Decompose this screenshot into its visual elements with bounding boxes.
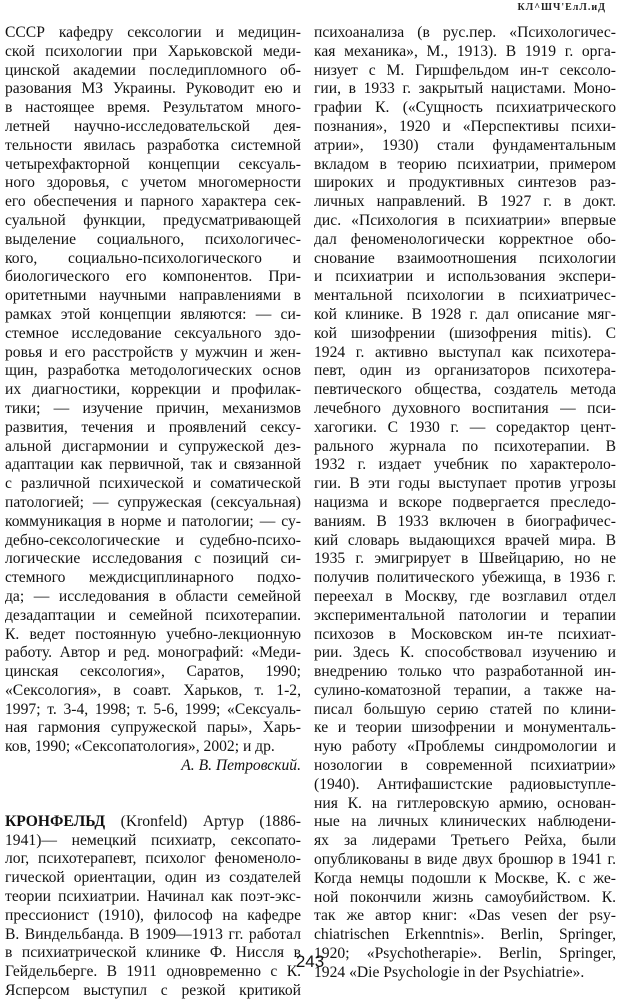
text-line: ного здоровья, с учетом многомерности (5, 174, 301, 192)
text-line: биологического его компонентов. При- (5, 268, 301, 286)
text-line: 1920; «Psychotherapie». Berlin, Springer, (314, 945, 616, 963)
text-line: «Сексология», в соавт. Харьков, т. 1-2, (5, 681, 301, 699)
text-line: с различной психической и соматической (5, 475, 301, 493)
text-line: хагогики. С 1930 г. — соредактор цент- (314, 418, 616, 436)
text-line: гии. В эти годы выступает против угрозы (314, 475, 616, 493)
running-head: КЛ^ШЧ'ЕлЛ.иД (517, 2, 606, 13)
text-line: широких и продуктивных синтезов раз- (314, 174, 616, 192)
text-line: оритетными научными направлениями в (5, 287, 301, 305)
text-line: 1924 г. активно выступал как психотера- (314, 343, 616, 361)
text-line: логические исследования с позиций си- (5, 550, 301, 568)
text-line: тельности явилась разработка системной (5, 136, 301, 154)
text-line: кой шизофрении (шизофрения mitis). С (314, 324, 616, 342)
text-line: кий словарь выдающихся врачей мира. В (314, 531, 616, 549)
text-line: так же автор книг: «Das vesen der psy- (314, 907, 616, 925)
author-signature: А. В. Петровский. (181, 757, 301, 775)
text-line: работу. Автор и ред. монографий: «Меди- (5, 644, 301, 662)
text-line: щин, разработка методологических основ (5, 362, 301, 380)
text-line: четырехфакторной концепции сексуаль- (5, 155, 301, 173)
text-line: 1932 г. издает учебник по характероло- (314, 456, 616, 474)
entry-continuation-text (5, 24, 301, 757)
text-line: Когда немцы подошли к Москве, К. с же- (314, 869, 616, 887)
text-line: познания», 1920 и «Перспективы психи- (314, 117, 616, 135)
text-line: вкладом в теорию психиатрии, примером (314, 155, 616, 173)
text-line: chiatrischen Erkenntnis». Berlin, Springer, (314, 926, 616, 944)
text-line: цинская сексология», Саратов, 1990; (5, 663, 301, 681)
text-line: атрии», 1930) стали фундаментальным (314, 136, 616, 154)
text-line: разования МЗ Украины. Руководит ею и (5, 80, 301, 98)
text-line: развития, течения и проявлений сексу- (5, 418, 301, 436)
text-line: гии, в 1933 г. закрытый нацистами. Моно- (314, 80, 616, 98)
text-line: дезадаптации и семейной психотерапии. (5, 606, 301, 624)
text-line: нозологии в современной психиатрии» (314, 757, 616, 775)
text-line: получив политического убежища, в 1936 г. (314, 569, 616, 587)
text-line: в психиатрической клинике Ф. Ниссля в (5, 944, 301, 962)
text-line: графии К. («Сущность психиатрического (314, 99, 616, 117)
text-line: их диагностики, коррекции и профилак- (5, 381, 301, 399)
text-line: переехал в Москву, где возглавил отдел (314, 587, 616, 605)
text-line: кая механика», М., 1913). В 1919 г. орга- (314, 42, 616, 60)
text-line: рии. Здесь К. способствовал изучению и (314, 644, 616, 662)
text-line: снование взаимоотношения психологии (314, 249, 616, 267)
text-line: певтического общества, создатель метода (314, 381, 616, 399)
text-line: Гейдельберге. В 1911 одновременно с К. (5, 963, 301, 981)
entry-headword: КРОНФЕЛЬД (5, 812, 106, 830)
text-line: 1935 г. эмигрирует в Швейцарию, но не (314, 550, 616, 568)
text-line: нацизма и вскоре подвергается преследо- (314, 493, 616, 511)
text-line: СССР кафедру сексологии и медицин- (5, 24, 301, 41)
text-line: дис. «Психология в психиатрии» впервые (314, 211, 616, 229)
text-line: гической ориентации, один из создателей (5, 869, 301, 887)
text-line: личных направлений. В 1927 г. в докт. (314, 193, 616, 211)
text-line: опубликованы в виде двух брошюр в 1941 г. (314, 851, 616, 869)
text-line: дал феноменологически корректное обо- (314, 230, 616, 248)
text-line: теории психиатрии. Начинал как поэт-экс- (5, 888, 301, 906)
text-line: К. ведет постоянную учебно-лекционную (5, 625, 301, 643)
text-line: Ясперсом выступил с резкой критикой (5, 982, 301, 1000)
text-line: низует с М. Гиршфельдом ин-т сексоло- (314, 61, 616, 79)
text-line: да; — исследования в области семейной (5, 587, 301, 605)
text-line: ровья и его расстройств у мужчин и жен- (5, 343, 301, 361)
right-column (314, 24, 616, 983)
text-line: ях за лидерами Третьего Рейха, были (314, 832, 616, 850)
text-line: певт, один из организаторов психотера- (314, 362, 616, 380)
text-line: психозов в Московском ин-те психиат- (314, 625, 616, 643)
entry-first-line (5, 813, 301, 832)
text-line: ная гармония супружеской пары», Харь- (5, 719, 301, 737)
text-line: ментальной психологии в психиатричес- (314, 287, 616, 305)
text-line: писал большую серию статей по клини- (314, 700, 616, 718)
text-line: прессионист (1910), философ на кафедре (5, 906, 301, 924)
text-line: стемного междисциплинарного подхо- (5, 569, 301, 587)
text-line: психоанализа (в рус.пер. «Психологичес- (314, 24, 616, 41)
text-line: 1941)— немецкий психиатр, сексопато- (5, 831, 301, 849)
text-line: ные на личных клинических наблюдени- (314, 813, 616, 831)
text-line: дебно-сексологические и судебно-психо- (5, 531, 301, 549)
text-line: летней научно-исследовательской дея- (5, 117, 301, 135)
text-line: В. Виндельбанда. В 1909—1913 гг. работал (5, 925, 301, 943)
text-line: ке и теории шизофрении и монументаль- (314, 719, 616, 737)
text-line: адаптации как первичной, так и связанной (5, 456, 301, 474)
text-line: патологией; — супружеская (сексуальная) (5, 493, 301, 511)
text-line: и психиатрии и использования экспери- (314, 268, 616, 286)
text-line: ной покончили жизнь самоубийством. К. (314, 888, 616, 906)
entry-body-text-continued (314, 24, 616, 983)
text-line: ской психологии при Харьковской меди- (5, 42, 301, 60)
text-line: экспериментальной патологии и терапии (314, 606, 616, 624)
text-line: кого, социально-психологического и (5, 249, 301, 267)
text-line: ную работу «Проблемы синдромологии и (314, 738, 616, 756)
text-line: суальной функции, предусматривающей (5, 211, 301, 229)
text-line: 1924 «Die Psychologie in der Psychiatrie». (314, 963, 585, 981)
text-line: стемное исследование сексуального здо- (5, 324, 301, 342)
text-line: выделение социального, психологичес- (5, 230, 301, 248)
text-line: коммуникация в норме и патологии; — су- (5, 512, 301, 530)
text-line: рального журнала по психотерапии. В (314, 437, 616, 455)
text-line: лечебного духовного воспитания — пси- (314, 399, 616, 417)
text-line: его обеспечения и парного характера сек- (5, 193, 301, 211)
text-line: в настоящее время. Результатом много- (5, 99, 301, 117)
text-line: рамках этой концепции являются: — си- (5, 305, 301, 323)
left-column (5, 24, 301, 1001)
text-line: ния К. на гитлеровскую армию, основан- (314, 794, 616, 812)
text-line: ков, 1990; «Сексопатология», 2002; и др. (5, 738, 275, 756)
entry-first-line-text: (Kronfeld) Артур (1886- (105, 812, 301, 830)
text-line: сулино-коматозной терапии, а также на- (314, 681, 616, 699)
entry-body-text (5, 832, 301, 1001)
text-line: ваниям. В 1933 включен в биографичес- (314, 512, 616, 530)
text-line: внедрению только что разработанной ин- (314, 663, 616, 681)
text-line: лог, психотерапевт, психолог феноменоло- (5, 850, 301, 868)
text-line: цинской академии последипломного об- (5, 61, 301, 79)
text-line: альной дисгармонии и супружеской дез- (5, 437, 301, 455)
page-number: 243 (295, 952, 325, 971)
text-line: (1940). Антифашистские радиовыступле- (314, 775, 616, 793)
text-line: тики; — изучение причин, механизмов (5, 399, 301, 417)
text-line: 1997; т. 3-4, 1998; т. 5-6, 1999; «Сексуаль- (5, 700, 301, 718)
entry-separator (5, 776, 301, 813)
text-line: кой клинике. В 1928 г. дал описание мяг- (314, 305, 616, 323)
